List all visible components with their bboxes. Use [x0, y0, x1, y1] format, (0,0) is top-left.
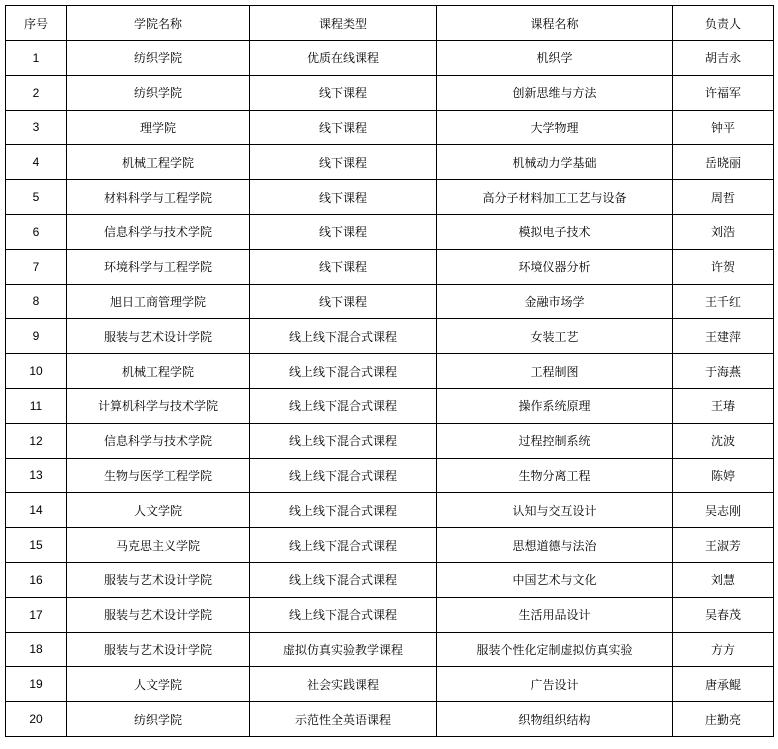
cell-course_name: 创新思维与方法 [437, 75, 673, 110]
cell-leader: 于海燕 [673, 354, 774, 389]
cell-leader: 岳晓丽 [673, 145, 774, 180]
cell-index: 3 [6, 110, 67, 145]
cell-college: 机械工程学院 [67, 354, 250, 389]
cell-college: 纺织学院 [67, 41, 250, 76]
cell-course_name: 工程制图 [437, 354, 673, 389]
table-row [6, 180, 774, 215]
cell-leader: 胡吉永 [673, 41, 774, 76]
cell-course_name: 女装工艺 [437, 319, 673, 354]
cell-index: 9 [6, 319, 67, 354]
table-row [6, 214, 774, 249]
cell-college: 计算机科学与技术学院 [67, 388, 250, 423]
cell-leader: 刘浩 [673, 214, 774, 249]
cell-course_name: 大学物理 [437, 110, 673, 145]
cell-course_name: 织物组织结构 [437, 702, 673, 737]
cell-college: 服装与艺术设计学院 [67, 632, 250, 667]
cell-college: 信息科学与技术学院 [67, 214, 250, 249]
table-row [6, 632, 774, 667]
cell-course_name: 环境仪器分析 [437, 249, 673, 284]
column-header-index: 序号 [6, 6, 67, 41]
cell-index: 20 [6, 702, 67, 737]
cell-index: 10 [6, 354, 67, 389]
cell-leader: 许贺 [673, 249, 774, 284]
cell-index: 6 [6, 214, 67, 249]
cell-index: 12 [6, 423, 67, 458]
cell-course_name: 广告设计 [437, 667, 673, 702]
cell-course_type: 线下课程 [250, 75, 437, 110]
table-row [6, 423, 774, 458]
table-row [6, 597, 774, 632]
cell-college: 理学院 [67, 110, 250, 145]
cell-course_type: 优质在线课程 [250, 41, 437, 76]
cell-college: 生物与医学工程学院 [67, 458, 250, 493]
cell-course_type: 线下课程 [250, 110, 437, 145]
cell-course_name: 中国艺术与文化 [437, 562, 673, 597]
cell-leader: 方方 [673, 632, 774, 667]
cell-college: 纺织学院 [67, 75, 250, 110]
cell-course_name: 金融市场学 [437, 284, 673, 319]
cell-index: 15 [6, 528, 67, 563]
cell-index: 7 [6, 249, 67, 284]
cell-course_name: 机械动力学基础 [437, 145, 673, 180]
column-header-course_name: 课程名称 [437, 6, 673, 41]
cell-college: 人文学院 [67, 493, 250, 528]
cell-leader: 陈婷 [673, 458, 774, 493]
cell-course_type: 虚拟仿真实验教学课程 [250, 632, 437, 667]
cell-leader: 王千红 [673, 284, 774, 319]
table-row [6, 284, 774, 319]
cell-leader: 刘慧 [673, 562, 774, 597]
cell-college: 人文学院 [67, 667, 250, 702]
cell-course_name: 过程控制系统 [437, 423, 673, 458]
cell-college: 信息科学与技术学院 [67, 423, 250, 458]
table-row [6, 458, 774, 493]
cell-course_name: 机织学 [437, 41, 673, 76]
table-row [6, 493, 774, 528]
cell-index: 16 [6, 562, 67, 597]
cell-index: 11 [6, 388, 67, 423]
cell-index: 1 [6, 41, 67, 76]
column-header-leader: 负责人 [673, 6, 774, 41]
table-row [6, 702, 774, 737]
cell-college: 旭日工商管理学院 [67, 284, 250, 319]
cell-college: 服装与艺术设计学院 [67, 562, 250, 597]
cell-leader: 吴春茂 [673, 597, 774, 632]
cell-course_type: 线上线下混合式课程 [250, 423, 437, 458]
cell-leader: 沈波 [673, 423, 774, 458]
cell-course_type: 线上线下混合式课程 [250, 319, 437, 354]
cell-course_type: 线下课程 [250, 284, 437, 319]
table-row [6, 388, 774, 423]
cell-leader: 庄勤亮 [673, 702, 774, 737]
cell-leader: 钟平 [673, 110, 774, 145]
table-body [6, 41, 774, 737]
course-table [5, 5, 774, 737]
cell-course_name: 高分子材料加工工艺与设备 [437, 180, 673, 215]
cell-index: 18 [6, 632, 67, 667]
cell-college: 服装与艺术设计学院 [67, 597, 250, 632]
cell-course_name: 生物分离工程 [437, 458, 673, 493]
table-row [6, 145, 774, 180]
cell-course_type: 线上线下混合式课程 [250, 597, 437, 632]
cell-leader: 周哲 [673, 180, 774, 215]
cell-college: 服装与艺术设计学院 [67, 319, 250, 354]
table-row [6, 249, 774, 284]
cell-index: 13 [6, 458, 67, 493]
cell-course_name: 认知与交互设计 [437, 493, 673, 528]
cell-course_type: 线上线下混合式课程 [250, 493, 437, 528]
cell-index: 4 [6, 145, 67, 180]
cell-index: 2 [6, 75, 67, 110]
header-row [6, 6, 774, 41]
table-row [6, 528, 774, 563]
cell-index: 19 [6, 667, 67, 702]
cell-course_name: 服装个性化定制虚拟仿真实验 [437, 632, 673, 667]
cell-course_type: 线上线下混合式课程 [250, 388, 437, 423]
cell-index: 14 [6, 493, 67, 528]
cell-course_type: 示范性全英语课程 [250, 702, 437, 737]
cell-leader: 王淑芳 [673, 528, 774, 563]
cell-course_name: 模拟电子技术 [437, 214, 673, 249]
table-row [6, 667, 774, 702]
cell-course_type: 线下课程 [250, 145, 437, 180]
cell-college: 机械工程学院 [67, 145, 250, 180]
table-row [6, 354, 774, 389]
cell-leader: 吴志刚 [673, 493, 774, 528]
cell-leader: 王建萍 [673, 319, 774, 354]
cell-course_name: 思想道德与法治 [437, 528, 673, 563]
cell-course_type: 线下课程 [250, 249, 437, 284]
cell-leader: 王瑃 [673, 388, 774, 423]
table-row [6, 41, 774, 76]
cell-course_type: 线上线下混合式课程 [250, 354, 437, 389]
table-row [6, 562, 774, 597]
table-row [6, 75, 774, 110]
cell-course_type: 线上线下混合式课程 [250, 562, 437, 597]
cell-course_type: 线上线下混合式课程 [250, 458, 437, 493]
cell-index: 17 [6, 597, 67, 632]
cell-course_type: 线上线下混合式课程 [250, 528, 437, 563]
cell-course_name: 操作系统原理 [437, 388, 673, 423]
cell-index: 5 [6, 180, 67, 215]
cell-college: 环境科学与工程学院 [67, 249, 250, 284]
cell-course_type: 社会实践课程 [250, 667, 437, 702]
cell-college: 马克思主义学院 [67, 528, 250, 563]
cell-college: 纺织学院 [67, 702, 250, 737]
cell-index: 8 [6, 284, 67, 319]
cell-leader: 许福军 [673, 75, 774, 110]
cell-college: 材料科学与工程学院 [67, 180, 250, 215]
cell-leader: 唐承鲲 [673, 667, 774, 702]
table-row [6, 110, 774, 145]
cell-course_type: 线下课程 [250, 214, 437, 249]
table-row [6, 319, 774, 354]
column-header-college: 学院名称 [67, 6, 250, 41]
cell-course_name: 生活用品设计 [437, 597, 673, 632]
cell-course_type: 线下课程 [250, 180, 437, 215]
column-header-course_type: 课程类型 [250, 6, 437, 41]
